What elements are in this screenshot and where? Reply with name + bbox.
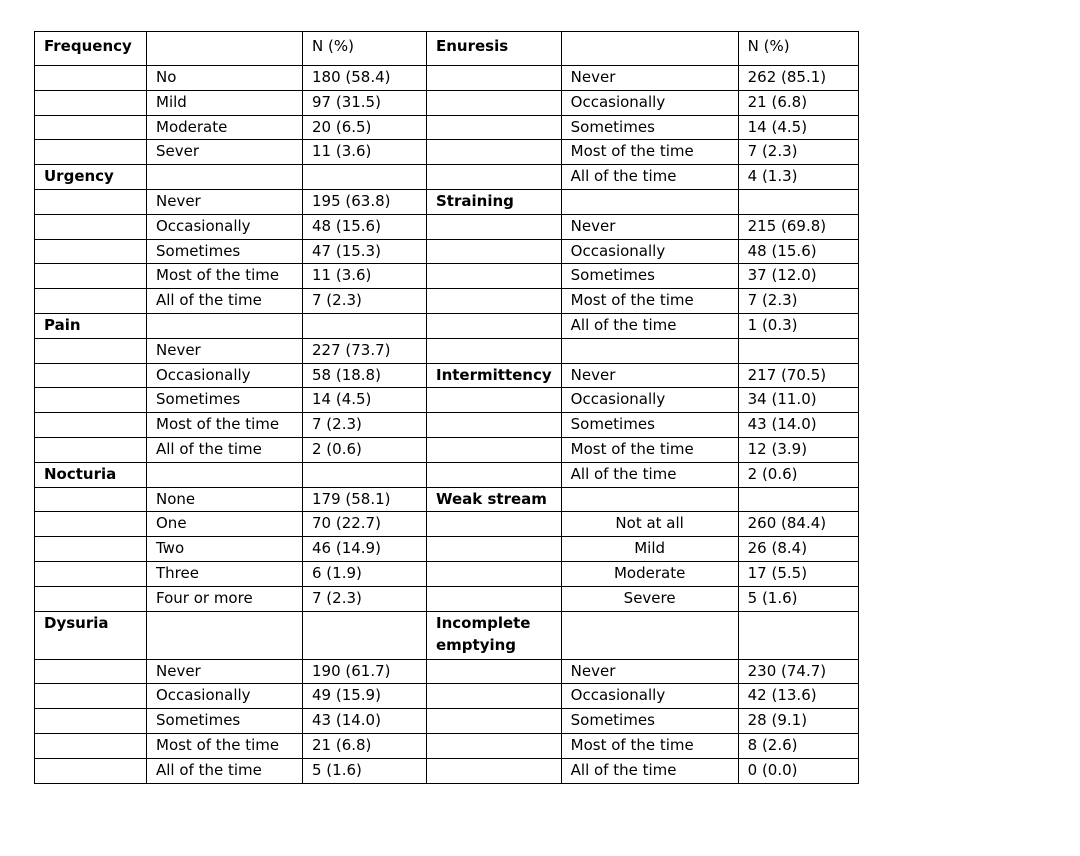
cell-category-right <box>427 140 562 165</box>
cell-category-right: Straining <box>427 189 562 214</box>
cell-category-left <box>35 437 147 462</box>
cell-category-left <box>35 66 147 91</box>
cell-count-right: 7 (2.3) <box>738 289 858 314</box>
cell-count-left <box>303 165 427 190</box>
cell-level-right: Most of the time <box>561 437 738 462</box>
cell-count-right: 5 (1.6) <box>738 586 858 611</box>
cell-level-right: Occasionally <box>561 239 738 264</box>
cell-category-left <box>35 239 147 264</box>
cell-category-left <box>35 684 147 709</box>
cell-level-right: Never <box>561 66 738 91</box>
cell-category-right: Incomplete emptying <box>427 611 562 659</box>
cell-category-right <box>427 512 562 537</box>
cell-category-right: Weak stream <box>427 487 562 512</box>
cell-category-left: Urgency <box>35 165 147 190</box>
cell-count-right: 48 (15.6) <box>738 239 858 264</box>
header-row <box>35 32 859 66</box>
table-row <box>35 289 859 314</box>
cell-category-left: Nocturia <box>35 462 147 487</box>
table-row <box>35 338 859 363</box>
cell-category-left <box>35 289 147 314</box>
cell-level-left: One <box>147 512 303 537</box>
cell-category-right <box>427 709 562 734</box>
cell-level-left: Occasionally <box>147 363 303 388</box>
table-row <box>35 659 859 684</box>
cell-category-left <box>35 561 147 586</box>
cell-category-left <box>35 586 147 611</box>
cell-count-right: 217 (70.5) <box>738 363 858 388</box>
table-row <box>35 684 859 709</box>
cell-level-right: Never <box>561 363 738 388</box>
cell-count-left: 7 (2.3) <box>303 413 427 438</box>
cell-level-right: All of the time <box>561 165 738 190</box>
cell-level-left: Sometimes <box>147 709 303 734</box>
cell-category-right <box>427 659 562 684</box>
cell-level-right: Severe <box>561 586 738 611</box>
cell-category-left: Dysuria <box>35 611 147 659</box>
cell-count-left: 5 (1.6) <box>303 758 427 783</box>
cell-count-left: 46 (14.9) <box>303 537 427 562</box>
cell-category-right <box>427 214 562 239</box>
cell-level-left: No <box>147 66 303 91</box>
cell-count-right <box>738 189 858 214</box>
table-row <box>35 561 859 586</box>
cell-category-left <box>35 659 147 684</box>
cell-count-right: 17 (5.5) <box>738 561 858 586</box>
header-level-left <box>147 32 303 66</box>
cell-level-left: Never <box>147 338 303 363</box>
cell-category-right <box>427 758 562 783</box>
cell-count-left: 227 (73.7) <box>303 338 427 363</box>
cell-count-left: 2 (0.6) <box>303 437 427 462</box>
cell-category-left <box>35 512 147 537</box>
header-count-left: N (%) <box>303 32 427 66</box>
cell-level-right: Not at all <box>561 512 738 537</box>
cell-category-left <box>35 413 147 438</box>
cell-count-left: 179 (58.1) <box>303 487 427 512</box>
cell-category-right <box>427 115 562 140</box>
cell-level-right: All of the time <box>561 462 738 487</box>
cell-level-right <box>561 611 738 659</box>
cell-category-left <box>35 487 147 512</box>
cell-count-right: 34 (11.0) <box>738 388 858 413</box>
cell-count-right <box>738 338 858 363</box>
cell-category-right <box>427 313 562 338</box>
cell-category-right <box>427 338 562 363</box>
cell-count-right: 262 (85.1) <box>738 66 858 91</box>
cell-level-left <box>147 462 303 487</box>
cell-category-right <box>427 388 562 413</box>
cell-count-left <box>303 611 427 659</box>
table-row <box>35 90 859 115</box>
cell-level-left: All of the time <box>147 437 303 462</box>
table-row <box>35 733 859 758</box>
cell-count-left: 190 (61.7) <box>303 659 427 684</box>
cell-level-left: Moderate <box>147 115 303 140</box>
table-row <box>35 462 859 487</box>
cell-level-right: Never <box>561 214 738 239</box>
cell-count-left: 48 (15.6) <box>303 214 427 239</box>
cell-level-right: Most of the time <box>561 140 738 165</box>
cell-category-left <box>35 90 147 115</box>
table-row <box>35 487 859 512</box>
cell-count-left <box>303 313 427 338</box>
cell-level-left: Most of the time <box>147 413 303 438</box>
table-row <box>35 264 859 289</box>
cell-category-right <box>427 413 562 438</box>
cell-count-right: 260 (84.4) <box>738 512 858 537</box>
table-row <box>35 709 859 734</box>
cell-count-right: 37 (12.0) <box>738 264 858 289</box>
cell-category-right <box>427 239 562 264</box>
cell-count-right: 42 (13.6) <box>738 684 858 709</box>
cell-category-right <box>427 437 562 462</box>
cell-category-left <box>35 537 147 562</box>
cell-count-right: 14 (4.5) <box>738 115 858 140</box>
cell-level-right <box>561 189 738 214</box>
cell-level-left <box>147 313 303 338</box>
cell-count-left: 20 (6.5) <box>303 115 427 140</box>
table-row <box>35 586 859 611</box>
table-row <box>35 758 859 783</box>
header-category-right: Enuresis <box>427 32 562 66</box>
cell-count-left: 43 (14.0) <box>303 709 427 734</box>
cell-count-left: 7 (2.3) <box>303 586 427 611</box>
cell-level-left: Occasionally <box>147 214 303 239</box>
cell-category-right: Intermittency <box>427 363 562 388</box>
cell-level-right: Moderate <box>561 561 738 586</box>
cell-level-left: Three <box>147 561 303 586</box>
cell-count-left: 47 (15.3) <box>303 239 427 264</box>
cell-category-left <box>35 214 147 239</box>
header-count-right: N (%) <box>738 32 858 66</box>
cell-count-left: 180 (58.4) <box>303 66 427 91</box>
cell-count-right: 26 (8.4) <box>738 537 858 562</box>
cell-count-right: 230 (74.7) <box>738 659 858 684</box>
table-row <box>35 537 859 562</box>
cell-count-right: 2 (0.6) <box>738 462 858 487</box>
cell-count-right: 1 (0.3) <box>738 313 858 338</box>
cell-category-right <box>427 561 562 586</box>
cell-level-right: Mild <box>561 537 738 562</box>
cell-category-right <box>427 66 562 91</box>
cell-level-left: Never <box>147 189 303 214</box>
table-row <box>35 611 859 659</box>
cell-count-left: 97 (31.5) <box>303 90 427 115</box>
cell-category-left <box>35 115 147 140</box>
cell-category-left <box>35 733 147 758</box>
cell-level-right: Never <box>561 659 738 684</box>
symptom-frequency-table <box>34 31 859 784</box>
cell-category-left <box>35 709 147 734</box>
cell-count-right: 0 (0.0) <box>738 758 858 783</box>
table-row <box>35 140 859 165</box>
cell-count-right: 21 (6.8) <box>738 90 858 115</box>
cell-level-right: Sometimes <box>561 709 738 734</box>
cell-count-right: 7 (2.3) <box>738 140 858 165</box>
table-row <box>35 239 859 264</box>
table-row <box>35 214 859 239</box>
cell-category-right <box>427 264 562 289</box>
cell-level-right: Occasionally <box>561 90 738 115</box>
cell-level-left <box>147 165 303 190</box>
cell-level-right: All of the time <box>561 313 738 338</box>
table-body <box>35 32 859 784</box>
cell-category-left <box>35 338 147 363</box>
cell-count-left: 14 (4.5) <box>303 388 427 413</box>
cell-count-right: 215 (69.8) <box>738 214 858 239</box>
cell-level-left: All of the time <box>147 289 303 314</box>
cell-category-right <box>427 90 562 115</box>
cell-count-right: 28 (9.1) <box>738 709 858 734</box>
cell-category-right <box>427 165 562 190</box>
cell-count-left: 11 (3.6) <box>303 140 427 165</box>
cell-level-left: None <box>147 487 303 512</box>
cell-level-right: Most of the time <box>561 289 738 314</box>
cell-level-left: Two <box>147 537 303 562</box>
cell-count-left: 6 (1.9) <box>303 561 427 586</box>
cell-level-right: Sometimes <box>561 413 738 438</box>
cell-count-right: 8 (2.6) <box>738 733 858 758</box>
cell-count-left: 7 (2.3) <box>303 289 427 314</box>
table-row <box>35 189 859 214</box>
cell-category-right <box>427 462 562 487</box>
cell-count-left: 49 (15.9) <box>303 684 427 709</box>
cell-category-right <box>427 537 562 562</box>
cell-level-left <box>147 611 303 659</box>
table-row <box>35 388 859 413</box>
cell-category-left <box>35 140 147 165</box>
cell-category-right <box>427 684 562 709</box>
table-row <box>35 115 859 140</box>
cell-category-left <box>35 388 147 413</box>
cell-level-right: Occasionally <box>561 388 738 413</box>
cell-level-right: All of the time <box>561 758 738 783</box>
cell-level-right <box>561 487 738 512</box>
cell-level-left: Most of the time <box>147 264 303 289</box>
header-level-right <box>561 32 738 66</box>
cell-level-right: Most of the time <box>561 733 738 758</box>
table-row <box>35 66 859 91</box>
cell-count-left: 58 (18.8) <box>303 363 427 388</box>
table-row <box>35 363 859 388</box>
cell-level-left: Mild <box>147 90 303 115</box>
cell-category-right <box>427 289 562 314</box>
table-row <box>35 165 859 190</box>
cell-level-right <box>561 338 738 363</box>
cell-level-right: Occasionally <box>561 684 738 709</box>
cell-count-right: 12 (3.9) <box>738 437 858 462</box>
cell-level-left: All of the time <box>147 758 303 783</box>
cell-category-right <box>427 586 562 611</box>
cell-category-left <box>35 189 147 214</box>
cell-category-left <box>35 758 147 783</box>
cell-level-right: Sometimes <box>561 264 738 289</box>
cell-category-left <box>35 264 147 289</box>
header-category-left: Frequency <box>35 32 147 66</box>
cell-level-left: Sever <box>147 140 303 165</box>
cell-category-left <box>35 363 147 388</box>
cell-category-left: Pain <box>35 313 147 338</box>
table-row <box>35 437 859 462</box>
cell-count-left: 195 (63.8) <box>303 189 427 214</box>
cell-level-left: Most of the time <box>147 733 303 758</box>
cell-count-right <box>738 611 858 659</box>
table-row <box>35 512 859 537</box>
cell-level-right: Sometimes <box>561 115 738 140</box>
cell-count-right: 4 (1.3) <box>738 165 858 190</box>
cell-count-left <box>303 462 427 487</box>
cell-count-right: 43 (14.0) <box>738 413 858 438</box>
cell-level-left: Sometimes <box>147 239 303 264</box>
cell-count-left: 70 (22.7) <box>303 512 427 537</box>
cell-category-right <box>427 733 562 758</box>
cell-count-left: 11 (3.6) <box>303 264 427 289</box>
cell-count-left: 21 (6.8) <box>303 733 427 758</box>
cell-level-left: Never <box>147 659 303 684</box>
table-row <box>35 413 859 438</box>
cell-count-right <box>738 487 858 512</box>
cell-level-left: Occasionally <box>147 684 303 709</box>
table-row <box>35 313 859 338</box>
cell-level-left: Sometimes <box>147 388 303 413</box>
cell-level-left: Four or more <box>147 586 303 611</box>
